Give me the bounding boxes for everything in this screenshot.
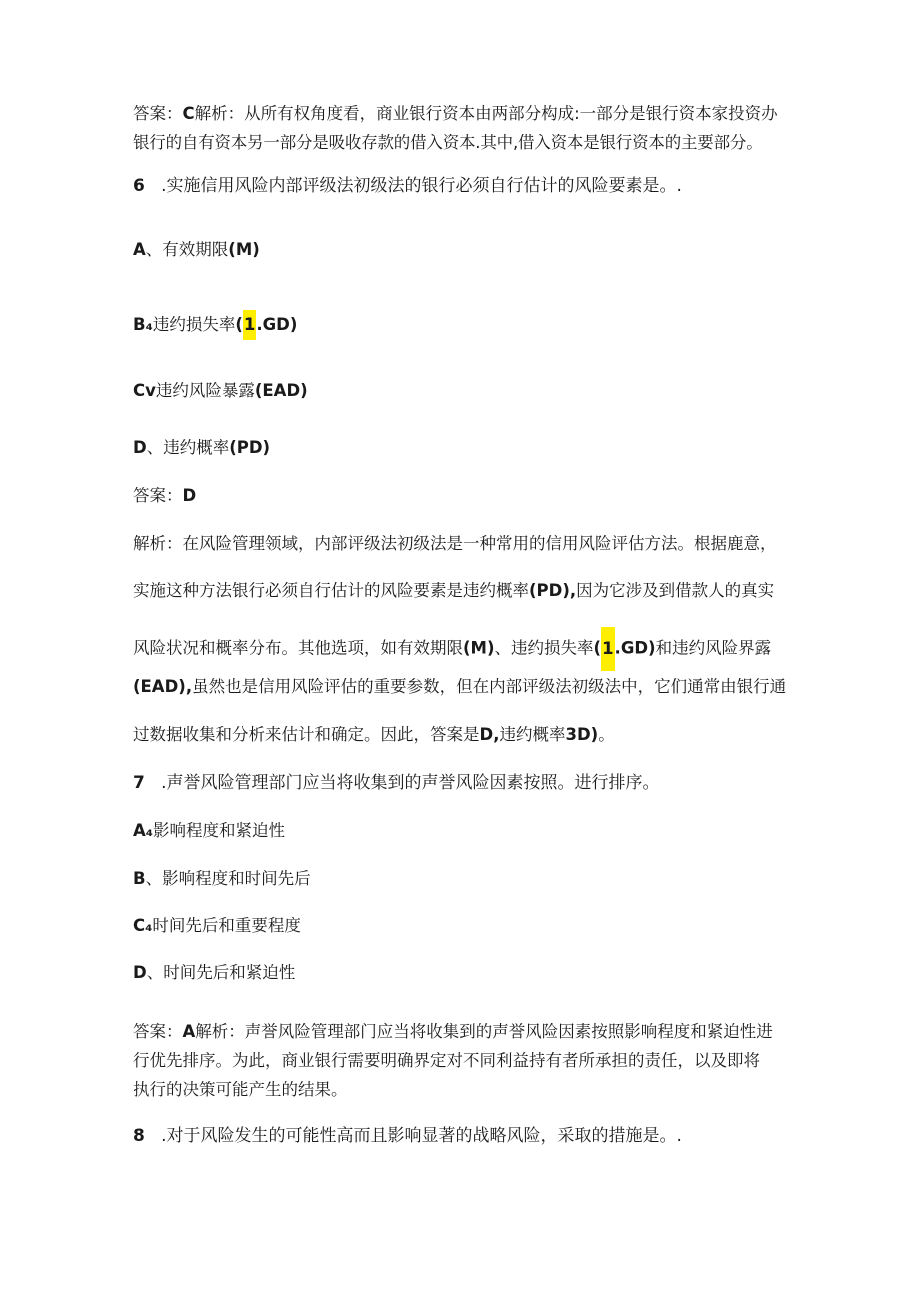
q6-analysis-line-1 xyxy=(133,533,793,555)
analysis-text: 实施这种方法银行必须自行估计的风险要素是违约概率 xyxy=(133,581,529,600)
answer-label: 答案： xyxy=(133,104,183,123)
q7-option-a xyxy=(133,820,793,842)
q7-option-d xyxy=(133,962,793,984)
analysis-code: .GD) xyxy=(614,638,656,658)
highlight-mark: 1 xyxy=(243,310,256,340)
q7-analysis-line-1 xyxy=(133,1021,793,1043)
option-text: 违约损失率 xyxy=(152,315,236,334)
option-prefix: D xyxy=(133,963,147,982)
option-sep: 、 xyxy=(146,963,164,982)
option-prefix: Cv xyxy=(133,381,156,400)
q5-answer-line-1 xyxy=(133,103,793,125)
option-text: 有效期限 xyxy=(162,240,229,259)
option-sep: ₄ xyxy=(145,315,153,334)
analysis-code: (M) xyxy=(463,638,495,658)
question-text: .声誉风险管理部门应当将收集到的声誉风险因素按照。进行排序。 xyxy=(161,773,660,793)
option-prefix: A xyxy=(133,821,146,840)
option-prefix: B xyxy=(133,869,146,888)
q6-stem xyxy=(133,175,793,197)
answer-letter: D xyxy=(182,486,197,505)
analysis-text: 解析：声誉风险管理部门应当将收集到的声誉风险因素按照影响程度和紧迫性进 xyxy=(195,1022,773,1041)
option-prefix: C xyxy=(133,916,146,935)
analysis-text: 和违约风险界露 xyxy=(655,638,772,658)
analysis-code: D, xyxy=(479,725,500,744)
option-text: 影响程度和紧迫性 xyxy=(153,821,286,840)
option-prefix: D xyxy=(133,438,147,457)
analysis-code: 3D) xyxy=(565,725,599,744)
option-text: 影响程度和时间先后 xyxy=(162,869,311,888)
analysis-text: 、违约损失率 xyxy=(494,638,594,658)
q6-option-b xyxy=(133,310,793,340)
option-code-close: .GD) xyxy=(256,315,298,334)
q6-analysis-line-3 xyxy=(133,627,793,671)
option-prefix: B xyxy=(133,315,146,334)
question-number: 8 xyxy=(133,1126,145,1146)
analysis-code: (EAD), xyxy=(133,677,193,696)
q7-option-b xyxy=(133,868,793,890)
analysis-text: 解析：从所有权角度看，商业银行资本由两部分构成:一部分是银行资本家投资办 xyxy=(194,104,778,123)
option-text: 违约风险暴露 xyxy=(155,381,255,400)
option-text: 时间先后和紧迫性 xyxy=(163,963,296,982)
analysis-text: 。 xyxy=(598,725,615,744)
analysis-text: 风险状况和概率分布。其他选项，如有效期限 xyxy=(133,638,463,658)
option-code-open: ( xyxy=(235,315,243,334)
q6-option-a xyxy=(133,239,793,261)
option-code: (EAD) xyxy=(254,381,308,400)
option-text: 时间先后和重要程度 xyxy=(152,916,301,935)
answer-label: 答案： xyxy=(133,1022,183,1041)
analysis-text: 因为它涉及到借款人的真实 xyxy=(576,581,775,600)
q6-analysis-line-2 xyxy=(133,580,793,602)
q6-option-c xyxy=(133,380,793,402)
question-text: .对于风险发生的可能性高而且影响显著的战略风险，采取的措施是。. xyxy=(161,1126,682,1146)
q6-option-d xyxy=(133,437,793,459)
q7-analysis-line-3 xyxy=(133,1079,793,1101)
q8-stem xyxy=(133,1125,793,1147)
q6-analysis-line-5 xyxy=(133,724,793,746)
option-sep: ₄ xyxy=(145,916,153,935)
answer-letter: A xyxy=(182,1022,196,1041)
question-number: 7 xyxy=(133,773,145,793)
option-sep: 、 xyxy=(145,869,163,888)
option-sep: ₄ xyxy=(145,821,154,840)
analysis-text: 解析：在风险管理领域，内部评级法初级法是一种常用的信用风险评估方法。根据鹿意， xyxy=(133,534,777,553)
question-text: .实施信用风险内部评级法初级法的银行必须自行估计的风险要素是。. xyxy=(161,176,682,196)
analysis-code: (PD), xyxy=(529,581,577,600)
answer-label: 答案： xyxy=(133,486,183,505)
analysis-text: 行优先排序。为此，商业银行需要明确界定对不同利益持有者所承担的责任，以及即将 xyxy=(133,1051,760,1070)
analysis-text: 虽然也是信用风险评估的重要参数，但在内部评级法初级法中，它们通常由银行通 xyxy=(192,677,787,696)
analysis-text: 违约概率 xyxy=(499,725,566,744)
highlight-mark: 1 xyxy=(601,627,614,671)
option-code: (M) xyxy=(228,240,260,259)
q6-answer xyxy=(133,485,793,507)
option-sep: 、 xyxy=(145,240,163,259)
q7-analysis-line-2 xyxy=(133,1050,793,1072)
q5-answer-line-2 xyxy=(133,132,793,154)
q7-option-c xyxy=(133,915,793,937)
analysis-text: 执行的决策可能产生的结果。 xyxy=(133,1080,348,1099)
option-code: (PD) xyxy=(229,438,271,457)
option-prefix: A xyxy=(133,240,146,259)
analysis-text: 过数据收集和分析来估计和确定。因此，答案是 xyxy=(133,725,480,744)
q6-analysis-line-4 xyxy=(133,676,793,698)
question-number: 6 xyxy=(133,176,145,196)
analysis-text: 银行的自有资本另一部分是吸收存款的借入资本.其中,借入资本是银行资本的主要部分。 xyxy=(133,133,763,152)
answer-letter: C xyxy=(182,104,195,123)
q7-stem xyxy=(133,772,793,794)
option-text: 违约概率 xyxy=(163,438,230,457)
analysis-code: ( xyxy=(593,638,602,658)
option-sep: 、 xyxy=(146,438,164,457)
